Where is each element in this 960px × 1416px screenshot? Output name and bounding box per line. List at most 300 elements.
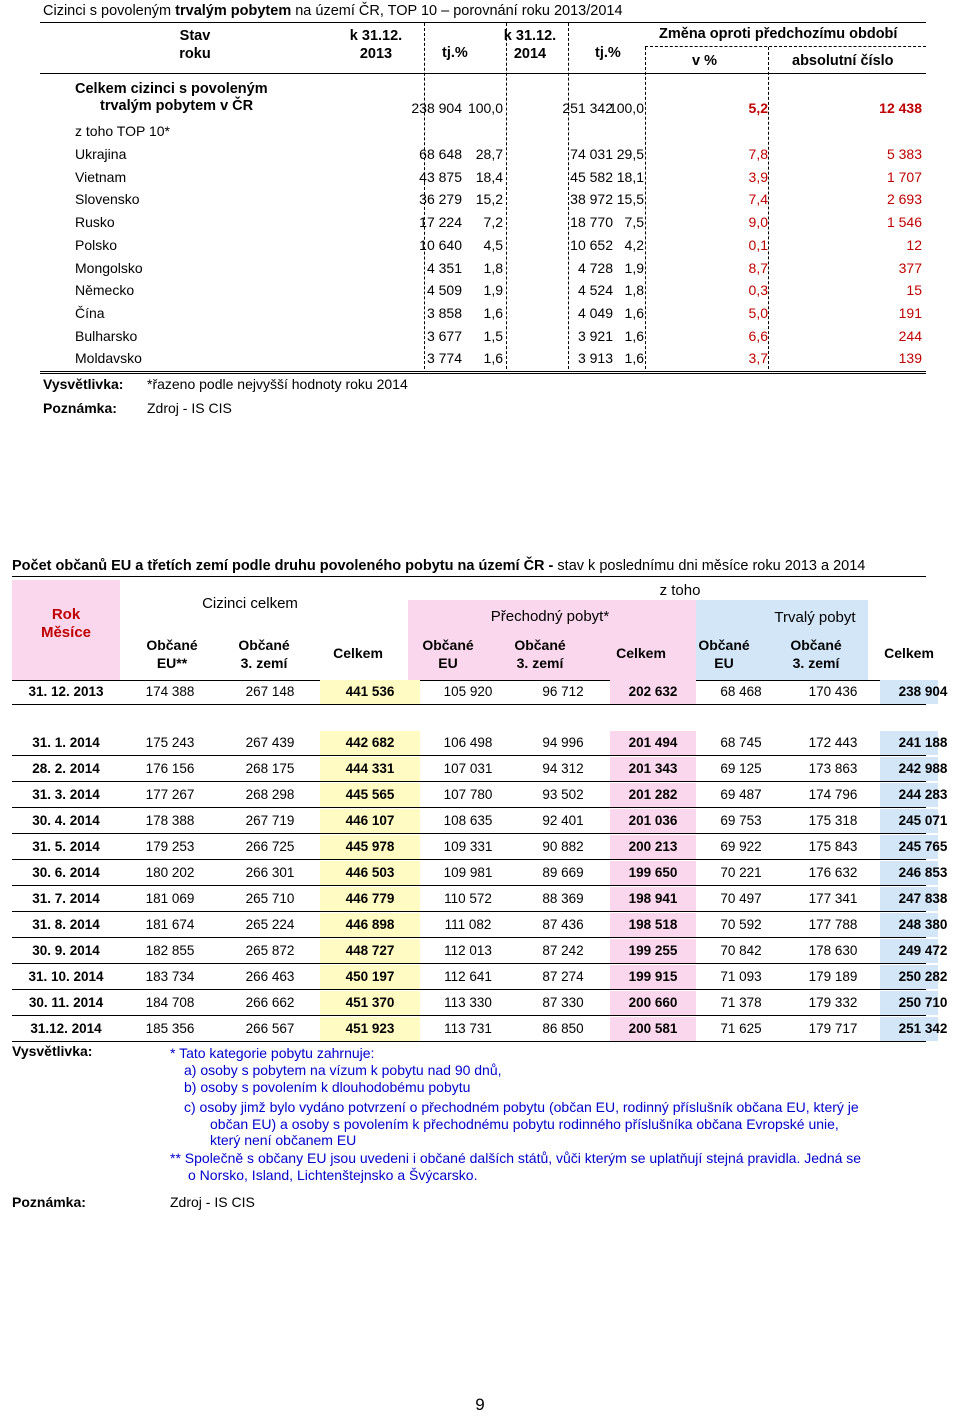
cell-c2: 268 298: [245, 787, 295, 802]
note-c2: občan EU) a osoby s povolením k přechodnému pobytu rodinného příslušníka občana Evropské unie,: [210, 1116, 839, 1132]
header-change: Změna oproti předchozímu období: [659, 26, 898, 42]
cell-c4: 111 082: [444, 917, 492, 932]
total-2014: 251 342: [562, 100, 613, 116]
cell-label: 28. 2. 2014: [32, 761, 100, 776]
cell-p13: 7,2: [483, 214, 503, 231]
header-obcane-eu-p-line2: EU: [438, 655, 458, 671]
header-obcane-eu-t-line2: EU: [714, 655, 734, 671]
cell-c5: 87 330: [542, 995, 584, 1010]
row-divider: [12, 989, 926, 990]
cell-c9: 246 853: [898, 865, 948, 880]
top10-row: [40, 279, 926, 301]
table-row: [12, 965, 948, 989]
top10-row: [40, 211, 926, 233]
table-row: [12, 939, 948, 963]
vysvetlivka-label-1: Vysvětlivka:: [43, 376, 124, 392]
cell-da: 377: [898, 259, 922, 276]
table-row: [12, 887, 948, 911]
cell-dp: 7,4: [748, 191, 768, 208]
header-obcane-eu2-line1: Občané: [146, 637, 198, 653]
separator: [645, 46, 926, 47]
table-row: [12, 835, 948, 859]
cell-v13: 43 875: [419, 168, 462, 185]
cell-p13: 1,9: [483, 282, 503, 299]
cell-c1: 181 674: [145, 917, 195, 932]
cell-c9: 248 380: [898, 917, 948, 932]
cell-c6: 198 518: [628, 917, 678, 932]
header-2013-line2: 2013: [359, 46, 393, 62]
total-change-abs: 12 438: [879, 100, 922, 116]
header-obcane-3zemi: [214, 636, 314, 672]
poznamka-label-2: Poznámka:: [12, 1194, 86, 1210]
note-head: * Tato kategorie pobytu zahrnuje:: [170, 1045, 375, 1061]
header-pct: v %: [692, 53, 717, 69]
total-2014-pct: 100,0: [608, 100, 644, 116]
cell-c7: 69 125: [720, 761, 762, 776]
cell-c9: 251 342: [898, 1021, 948, 1036]
cell-v14: 4 524: [577, 282, 613, 299]
row-divider: [12, 1015, 926, 1016]
cell-c8: 177 341: [808, 891, 858, 906]
table2-title: [12, 558, 865, 574]
cell-c3: 441 536: [345, 684, 395, 699]
header-obcane-3zemi-p-line1: Občané: [514, 637, 566, 653]
cell-c3: 446 107: [345, 813, 395, 828]
note-a: a) osoby s pobytem na vízum k pobytu nad 90 dnů,: [184, 1062, 502, 1078]
row-divider: [12, 781, 926, 782]
header-obcane-3zemi-t-line2: 3. zemí: [792, 655, 840, 671]
header-2013: [336, 27, 416, 63]
cell-dp: 3,7: [748, 350, 768, 367]
cell-c2: 265 872: [245, 943, 295, 958]
cell-c5: 94 312: [542, 761, 584, 776]
cell-v14: 18 770: [570, 214, 613, 231]
table1-title-pre: Cizinci s povoleným: [43, 3, 176, 19]
header-obcane-eu2: [122, 636, 222, 672]
header-celkem-2: Celkem: [616, 645, 666, 661]
cell-c4: 109 331: [443, 839, 493, 854]
cell-v14: 4 049: [577, 304, 613, 321]
cell-v13: 17 224: [419, 214, 462, 231]
cell-c6: 200 581: [628, 1021, 678, 1036]
top10-row: [40, 325, 926, 347]
cell-label: 30. 4. 2014: [32, 813, 100, 828]
cell-c5: 86 850: [542, 1021, 584, 1036]
cell-c9: 244 283: [898, 787, 948, 802]
header-obcane-3zemi-line2: 3. zemí: [240, 655, 288, 671]
header-roku: roku: [179, 46, 211, 62]
header-2014-line1: k 31.12.: [503, 28, 557, 44]
header-ztoho: z toho: [659, 582, 701, 599]
cell-p14: 15,5: [616, 191, 644, 208]
cell-label: 30. 9. 2014: [32, 943, 100, 958]
cell-dp: 0,3: [748, 282, 768, 299]
cell-p13: 1,6: [483, 304, 503, 321]
cell-c5: 88 369: [542, 891, 584, 906]
cell-label: 31. 5. 2014: [32, 839, 100, 854]
cell-v14: 74 031: [570, 146, 613, 162]
cell-c1: 179 253: [145, 839, 195, 854]
row-divider: [12, 885, 926, 886]
cell-c6: 201 036: [628, 813, 678, 828]
cell-c5: 94 996: [542, 735, 584, 750]
cell-label: 30. 11. 2014: [28, 995, 104, 1010]
cell-c8: 176 632: [808, 865, 858, 880]
cell-c5: 87 274: [542, 969, 584, 984]
cell-v13: 3 858: [426, 304, 462, 321]
cell-name: Rusko: [75, 214, 115, 231]
cell-da: 244: [898, 327, 922, 344]
cell-c7: 70 592: [720, 917, 762, 932]
row-divider: [12, 911, 926, 912]
cell-c5: 92 401: [542, 813, 584, 828]
cell-c2: 268 175: [245, 761, 295, 776]
cell-p13: 4,5: [483, 236, 503, 253]
row-divider: [12, 937, 926, 938]
cell-p13: 15,2: [475, 191, 503, 208]
header-mesice: Měsíce: [40, 624, 92, 641]
cell-p14: 7,5: [624, 214, 644, 231]
total-row: [40, 97, 926, 119]
header-obcane-eu-p: [398, 636, 498, 672]
cell-p14: 1,6: [624, 350, 644, 367]
cell-c2: 267 148: [245, 684, 295, 699]
cell-v14: 45 582: [570, 168, 613, 185]
cell-da: 12: [906, 236, 922, 253]
top10-row: [40, 234, 926, 256]
cell-name: Bulharsko: [75, 327, 138, 344]
poznamka-text-2: Zdroj - IS CIS: [170, 1194, 255, 1210]
cell-c7: 69 922: [720, 839, 762, 854]
cell-v13: 3 774: [426, 350, 462, 367]
cell-p13: 18,4: [475, 168, 503, 185]
cell-name: Čína: [75, 304, 105, 321]
cell-dp: 0,1: [748, 236, 768, 253]
cell-c9: 247 838: [898, 891, 948, 906]
cell-label: 31. 3. 2014: [32, 787, 100, 802]
cell-c4: 106 498: [443, 735, 493, 750]
cell-c9: 245 765: [898, 839, 948, 854]
cell-c6: 200 213: [628, 839, 678, 854]
cell-c7: 71 378: [720, 995, 762, 1010]
cell-c2: 266 301: [245, 865, 295, 880]
total-2013-pct: 100,0: [467, 100, 503, 116]
cell-da: 191: [898, 304, 922, 321]
cell-p14: 1,9: [624, 259, 644, 276]
cell-name: Moldavsko: [75, 350, 142, 367]
cell-c8: 172 443: [808, 735, 858, 750]
header-celkem-3: Celkem: [884, 645, 934, 661]
cell-c1: 184 708: [145, 995, 195, 1010]
cell-c7: 68 745: [720, 735, 762, 750]
cell-c7: 71 625: [720, 1021, 762, 1036]
cell-name: Slovensko: [75, 191, 140, 208]
cell-c3: 448 727: [345, 943, 395, 958]
cell-c1: 174 388: [145, 684, 195, 699]
cell-c4: 109 981: [443, 865, 493, 880]
poznamka-label-1: Poznámka:: [43, 400, 117, 416]
page-number: 9: [475, 1395, 485, 1414]
cell-v13: 36 279: [419, 191, 462, 208]
table-row: [12, 783, 948, 807]
cell-c3: 451 370: [345, 995, 395, 1010]
cell-label: 30. 6. 2014: [32, 865, 100, 880]
cell-c9: 238 904: [898, 684, 948, 699]
cell-c4: 110 572: [444, 891, 492, 906]
cell-c1: 185 356: [145, 1021, 195, 1036]
cell-label: 31. 8. 2014: [32, 917, 100, 932]
top10-row: [40, 188, 926, 210]
top10-table: [40, 22, 926, 374]
header-obcane-3zemi-p: [490, 636, 590, 672]
cell-c4: 107 031: [443, 761, 493, 776]
cell-c8: 178 630: [808, 943, 858, 958]
cell-label: 31. 12. 2013: [28, 684, 104, 699]
table2-title-bold: Počet občanů EU a třetích zemí podle druhu povoleného pobytu na území ČR -: [12, 558, 558, 574]
header-tj-2014: tj.%: [595, 45, 621, 61]
cell-c7: 70 842: [720, 943, 762, 958]
row-divider: [12, 833, 926, 834]
note-c3: který není občanem EU: [210, 1132, 357, 1148]
cell-c2: 267 439: [245, 735, 295, 750]
cell-c9: 245 071: [898, 813, 948, 828]
cell-c5: 93 502: [542, 787, 584, 802]
cell-label: 31. 10. 2014: [28, 969, 104, 984]
cell-c6: 199 915: [628, 969, 678, 984]
cell-c4: 113 731: [444, 1021, 492, 1036]
cell-c2: 266 463: [245, 969, 295, 984]
cell-v14: 38 972: [570, 191, 613, 208]
top10-row: [40, 347, 926, 369]
cell-c7: 69 487: [720, 787, 762, 802]
header-2013-line1: k 31.12.: [349, 28, 403, 44]
cell-c8: 174 796: [808, 787, 858, 802]
cell-c3: 446 898: [345, 917, 395, 932]
cell-name: Německo: [75, 282, 135, 299]
row-divider: [12, 963, 926, 964]
cell-dp: 7,8: [748, 146, 768, 162]
cell-c4: 112 641: [444, 969, 492, 984]
cell-p13: 1,6: [483, 350, 503, 367]
cell-p14: 4,2: [624, 236, 644, 253]
cell-v14: 3 921: [577, 327, 613, 344]
cell-dp: 8,7: [748, 259, 768, 276]
header-2014-line2: 2014: [513, 46, 547, 62]
cell-c5: 89 669: [542, 865, 584, 880]
cell-c2: 266 567: [245, 1021, 295, 1036]
cell-label: 31. 7. 2014: [32, 891, 100, 906]
header-obcane-eu2-line2: EU**: [156, 655, 188, 671]
cell-c1: 181 069: [145, 891, 195, 906]
header-obcane-eu-t-line1: Občané: [698, 637, 750, 653]
top10-row: [40, 302, 926, 324]
cell-c7: 68 468: [720, 684, 762, 699]
cell-da: 5 383: [886, 146, 922, 162]
header-obcane-eu-t: [674, 636, 774, 672]
cell-c4: 112 013: [444, 943, 492, 958]
cell-da: 15: [906, 282, 922, 299]
header-cizinci: Cizinci celkem: [202, 595, 298, 612]
cell-c3: 442 682: [345, 735, 395, 750]
cell-c1: 180 202: [145, 865, 195, 880]
cell-v13: 10 640: [419, 236, 462, 253]
header-obcane-3zemi-t-line1: Občané: [790, 637, 842, 653]
cell-c5: 96 712: [542, 684, 584, 699]
cell-c8: 170 436: [808, 684, 858, 699]
total-label-line1: Celkem cizinci s povoleným: [75, 81, 268, 97]
cell-c8: 179 717: [808, 1021, 858, 1036]
header-obcane-3zemi-line1: Občané: [238, 637, 290, 653]
cell-c1: 176 156: [145, 761, 195, 776]
table-row: [12, 809, 948, 833]
cell-c5: 87 242: [542, 943, 584, 958]
vysvetlivka-text-1: *řazeno podle nejvyšší hodnoty roku 2014: [147, 376, 408, 392]
cell-c3: 451 923: [345, 1021, 395, 1036]
cell-c8: 173 863: [808, 761, 858, 776]
row-divider: [12, 859, 926, 860]
table2-title-underline: [12, 576, 926, 577]
cell-p14: 29,5: [616, 146, 644, 162]
cell-c4: 107 780: [443, 787, 493, 802]
poznamka-text-1: Zdroj - IS CIS: [147, 400, 232, 416]
table1-title: [43, 3, 623, 19]
cell-name: Mongolsko: [75, 259, 143, 276]
cell-c8: 175 843: [808, 839, 858, 854]
total-change-pct: 5,2: [748, 100, 768, 116]
cell-c6: 200 660: [628, 995, 678, 1010]
table-row: [12, 991, 948, 1015]
header-underline: [40, 73, 926, 74]
cell-p13: 1,8: [483, 259, 503, 276]
cell-c3: 445 565: [345, 787, 395, 802]
cell-c7: 70 221: [720, 865, 762, 880]
row-divider: [12, 755, 926, 756]
cell-p14: 1,6: [624, 304, 644, 321]
cell-dp: 9,0: [748, 214, 768, 231]
cell-c1: 175 243: [145, 735, 195, 750]
cell-c9: 241 188: [898, 735, 948, 750]
cell-dp: 3,9: [748, 168, 768, 185]
cell-c2: 265 224: [245, 917, 295, 932]
cell-c2: 267 719: [245, 813, 295, 828]
cell-p13: 28,7: [475, 146, 503, 162]
cell-c5: 90 882: [542, 839, 584, 854]
cell-dp: 5,0: [748, 304, 768, 321]
table-row: [12, 861, 948, 885]
cell-da: 1 707: [886, 168, 922, 185]
cell-c6: 201 282: [628, 787, 678, 802]
table1-title-post: na území ČR, TOP 10 – porovnání roku 2013/2014: [291, 3, 623, 19]
cell-c1: 182 855: [145, 943, 195, 958]
cell-v14: 4 728: [577, 259, 613, 276]
cell-c3: 445 978: [345, 839, 395, 854]
cell-c8: 175 318: [808, 813, 858, 828]
cell-name: Polsko: [75, 236, 118, 253]
cell-label: 31. 1. 2014: [32, 735, 100, 750]
cell-da: 1 546: [886, 214, 922, 231]
cell-v13: 4 351: [426, 259, 462, 276]
cell-c3: 446 779: [345, 891, 395, 906]
cell-label: 31.12. 2014: [30, 1021, 102, 1036]
cell-p14: 18,1: [616, 168, 644, 185]
total-2013: 238 904: [411, 100, 462, 116]
table-row: [12, 757, 948, 781]
header-trvaly: Trvalý pobyt: [774, 609, 856, 626]
cell-v13: 3 677: [426, 327, 462, 344]
table-row: [12, 731, 948, 755]
cell-c9: 249 472: [898, 943, 948, 958]
cell-p14: 1,8: [624, 282, 644, 299]
cell-c4: 113 330: [444, 995, 492, 1010]
row-divider: [12, 1041, 926, 1042]
cell-c7: 69 753: [720, 813, 762, 828]
cell-c9: 242 988: [898, 761, 948, 776]
cell-c7: 71 093: [720, 969, 762, 984]
cell-c5: 87 436: [542, 917, 584, 932]
note-star1: ** Společně s občany EU jsou uvedeni i občané dalších států, vůči kterým se uplatňují stejná pravidla. Jedná se: [170, 1150, 862, 1166]
cell-name: Ukrajina: [75, 146, 127, 162]
cell-name: Vietnam: [75, 168, 127, 185]
cell-v14: 3 913: [577, 350, 613, 367]
note-c1: c) osoby jimž bylo vydáno potvrzení o přechodném pobytu (občan EU, rodinný příslušník občana EU, který je: [184, 1099, 859, 1115]
top10-row: [40, 166, 926, 188]
cell-c8: 177 788: [808, 917, 858, 932]
cell-c8: 179 332: [808, 995, 858, 1010]
cell-c6: 199 650: [628, 865, 678, 880]
table2-title-normal: stav k poslednímu dni měsíce roku 2013 a 2014: [557, 558, 866, 574]
header-2014: [490, 27, 570, 63]
header-obcane-3zemi-t: [766, 636, 866, 672]
header-rok: Rok: [51, 606, 81, 623]
header-prechodny: Přechodný pobyt*: [490, 608, 610, 625]
cell-da: 139: [898, 350, 922, 367]
header-abs: absolutní číslo: [792, 53, 894, 69]
cell-c1: 177 267: [145, 787, 195, 802]
table-row: [12, 680, 948, 704]
top10-row: [40, 143, 926, 165]
row-divider: [12, 704, 926, 705]
top10-row: [40, 257, 926, 279]
table-row: [12, 1017, 948, 1041]
cell-v13: 4 509: [426, 282, 462, 299]
cell-c2: 265 710: [245, 891, 295, 906]
header-celkem-1: Celkem: [333, 645, 383, 661]
header-rok-mesice: [12, 606, 120, 642]
cell-p13: 1,5: [483, 327, 503, 344]
cell-c1: 178 388: [145, 813, 195, 828]
cell-p14: 1,6: [624, 327, 644, 344]
cell-c9: 250 282: [898, 969, 948, 984]
cell-v14: 10 652: [570, 236, 613, 253]
table1-title-bold: trvalým pobytem: [175, 3, 292, 19]
header-stav-roku: [160, 27, 230, 63]
cell-c3: 444 331: [345, 761, 395, 776]
table-row: [12, 913, 948, 937]
note-star2: o Norsko, Island, Lichtenštejnsko a Švýcarsko.: [188, 1167, 478, 1183]
cell-c9: 250 710: [898, 995, 948, 1010]
cell-c6: 201 494: [628, 735, 678, 750]
cell-v13: 68 648: [419, 146, 462, 162]
cell-c3: 446 503: [345, 865, 395, 880]
cell-c7: 70 497: [720, 891, 762, 906]
vysvetlivka-label-2: Vysvětlivka:: [12, 1043, 93, 1059]
header-stav: Stav: [179, 28, 211, 44]
cell-c6: 201 343: [628, 761, 678, 776]
cell-c2: 266 662: [245, 995, 295, 1010]
cell-c8: 179 189: [808, 969, 858, 984]
cell-c6: 198 941: [628, 891, 678, 906]
cell-c1: 183 734: [145, 969, 195, 984]
